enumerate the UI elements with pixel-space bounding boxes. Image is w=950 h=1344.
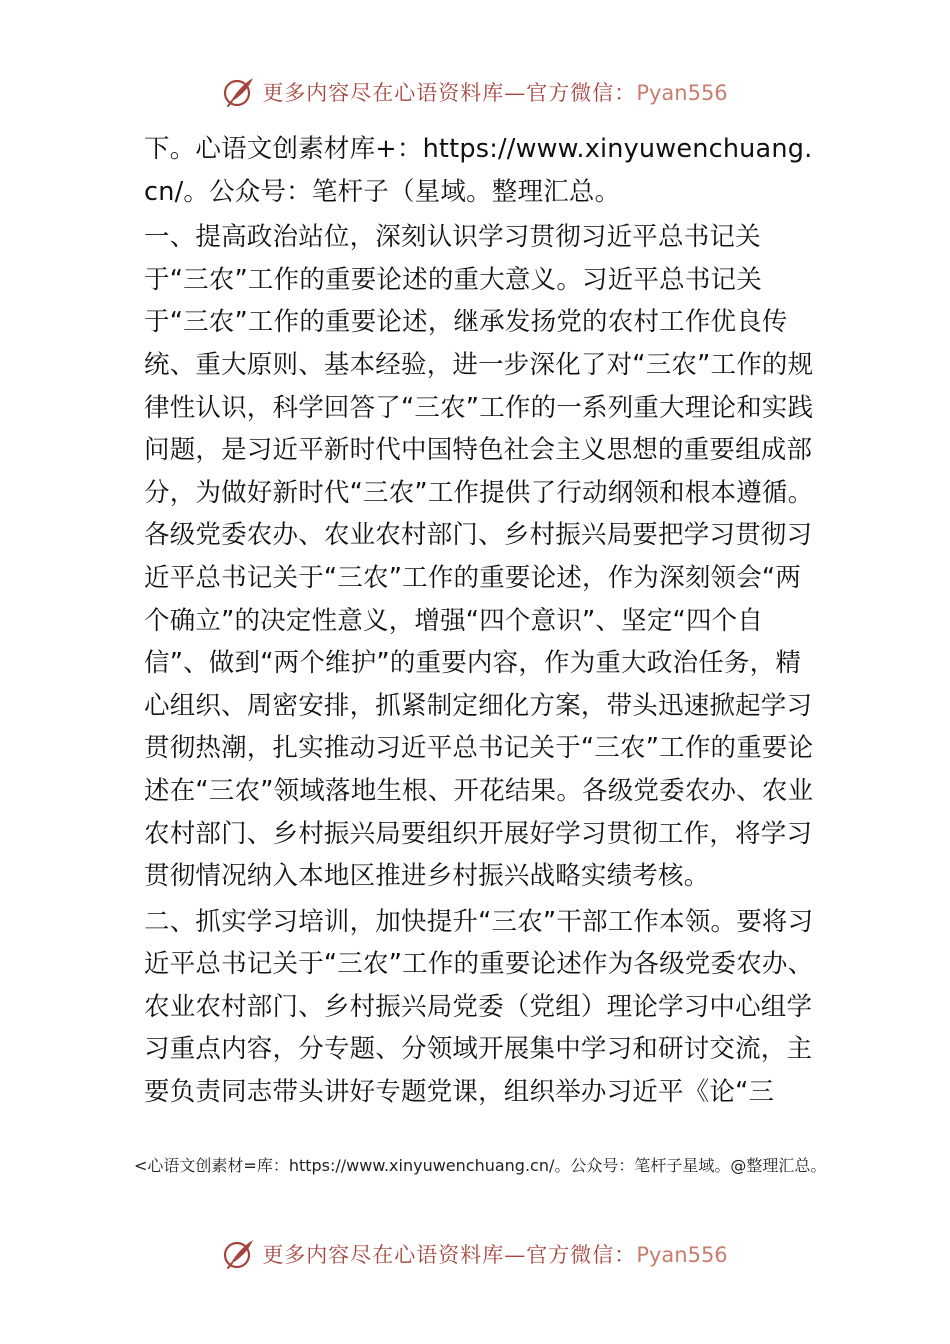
wechat-id: Pyan556 bbox=[636, 1243, 728, 1267]
footer-banner bbox=[0, 1232, 950, 1276]
banner-text: 更多内容尽在心语资料库—官方微信：Pyan556 bbox=[262, 1243, 728, 1267]
paragraph-intro: 下。心语文创素材库+：https://www.xinyuwenchuang.cn/。公众号：笔杆子（星域。整理汇总。 bbox=[144, 134, 813, 207]
header-banner bbox=[0, 70, 950, 114]
document-body bbox=[144, 128, 824, 1117]
paragraph-section-one: 一、提高政治站位，深刻认识学习贯彻习近平总书记关于“三农”工作的重要论述的重大意义。习近平总书记关于“三农”工作的重要论述，继承发扬党的农村工作优良传统、重大原则、基本经验，进一步深化了对“三农”工作的规律性认识，科学回答了“三农”工作的一系列重大理论和实践问题，是习近平新时代中国特色社会主义思想的重要组成部分，为做好新时代“三农”工作提供了行动纲领和根本遵循。各级党委农办、农业农村部门、乡村振兴局要把学习贯彻习近平总书记关于“三农”工作的重要论述，作为深刻领会“两个确立”的决定性意义，增强“四个意识”、坚定“四个自信”、做到“两个维护”的重要内容，作为重大政治任务，精心组织、周密安排，抓紧制定细化方案，带头迅速掀起学习贯彻热潮，扎实推动习近平总书记关于“三农”工作的重要论述在“三农”领域落地生根、开花结果。各级党委农办、农业农村部门、乡村振兴局要组织开展好学习贯彻工作，将学习贯彻情况纳入本地区推进乡村振兴战略实绩考核。 bbox=[144, 222, 814, 892]
page-footnote: <心语文创素材=库：https://www.xinyuwenchuang.cn/。公众号：笔杆子星域。@整理汇总。 bbox=[134, 1156, 827, 1175]
wechat-id: Pyan556 bbox=[636, 81, 728, 105]
quill-pen-logo-icon bbox=[222, 75, 256, 109]
paragraph-section-two: 二、抓实学习培训，加快提升“三农”干部工作本领。要将习近平总书记关于“三农”工作的重要论述作为各级党委农办、农业农村部门、乡村振兴局党委（党组）理论学习中心组学习重点内容，分专题、分领域开展集中学习和研讨交流，主要负责同志带头讲好专题党课，组织举办习近平《论“三 bbox=[144, 906, 814, 1108]
quill-pen-logo-icon bbox=[222, 1237, 256, 1271]
banner-text: 更多内容尽在心语资料库—官方微信：Pyan556 bbox=[262, 81, 728, 105]
